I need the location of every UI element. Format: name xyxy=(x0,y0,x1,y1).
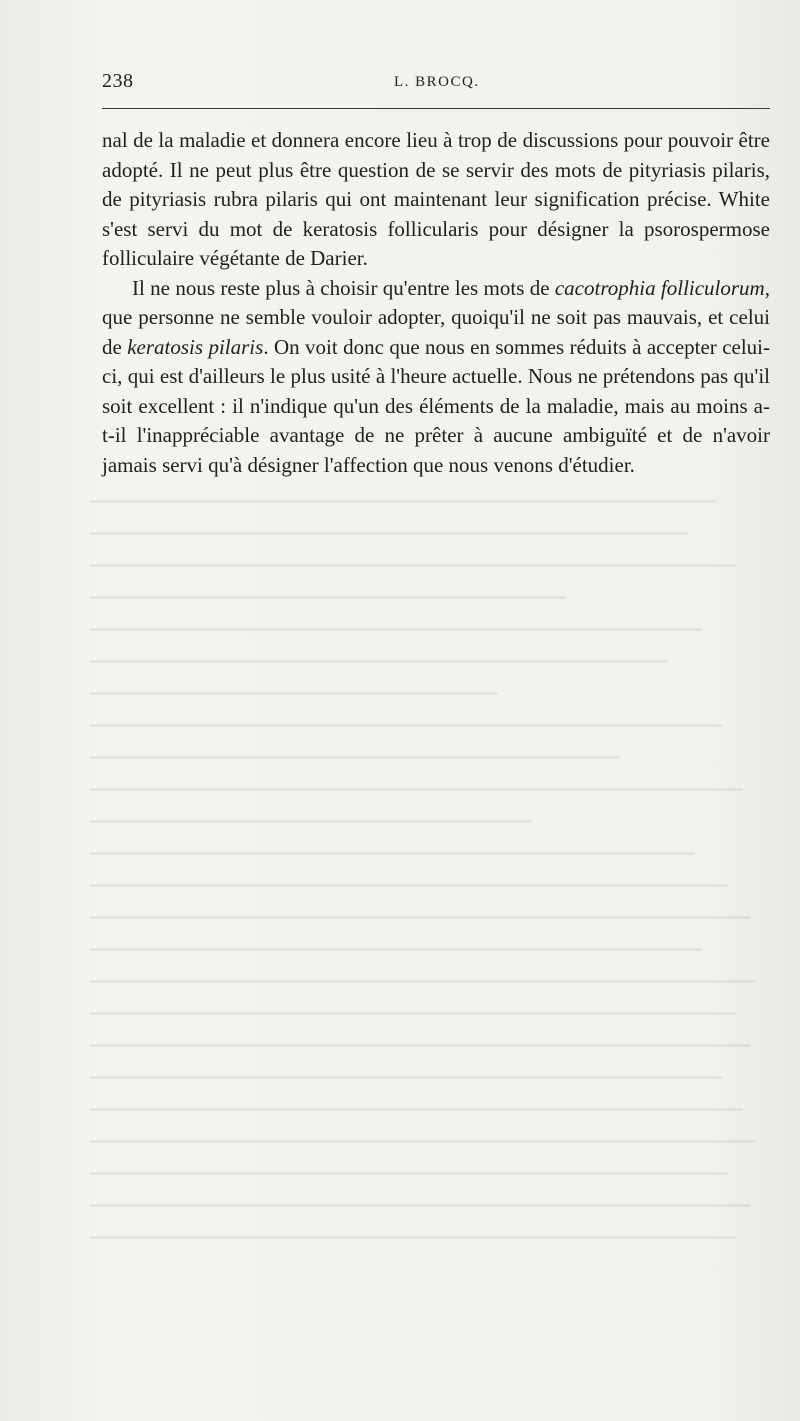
body-text xyxy=(102,126,770,480)
page-number: 238 xyxy=(102,70,134,92)
paragraph-2-text-1: Il ne nous reste plus à choisir qu'entre les mots de xyxy=(132,275,555,300)
header-rule xyxy=(102,108,770,109)
term-keratosis-pilaris: keratosis pilaris xyxy=(127,334,264,359)
bleed-through xyxy=(90,500,770,1380)
paragraph-2-text-2: , que personne ne semble vouloir adopter, quoiqu'il ne soit pas mauvais, et celui de xyxy=(102,275,770,359)
paragraph-2 xyxy=(102,274,770,481)
page-header xyxy=(102,70,770,100)
term-cacotrophia: cacotrophia folliculorum xyxy=(554,275,765,300)
paragraph-2-text-3: . On voit donc que nous en sommes réduits à accepter celui-ci, qui est d'ailleurs le plus usité à l'heure actuelle. Nous ne prétendons pas qu'il soit excellent : il n'indique qu'un des éléments de la maladie, mais au moins a-t-il l'inappréciable avantage de ne prêter à aucune ambiguïté et de n'avoir jamais servi qu'à désigner l'affection que nous venons d'étudier. xyxy=(102,334,770,477)
paragraph-1-text: nal de la maladie et donnera encore lieu à trop de discussions pour pouvoir être adopté. Il ne peut plus être question de se servir des mots de pityriasis pilaris, de pityriasis rubra pilaris qui ont maintenant leur signification précise. White s'est servi du mot de keratosis follicularis pour désigner la psorospermose folliculaire végétante de Darier. xyxy=(102,128,770,270)
running-head: L. BROCQ. xyxy=(394,74,480,90)
paragraph-1 xyxy=(102,126,770,274)
